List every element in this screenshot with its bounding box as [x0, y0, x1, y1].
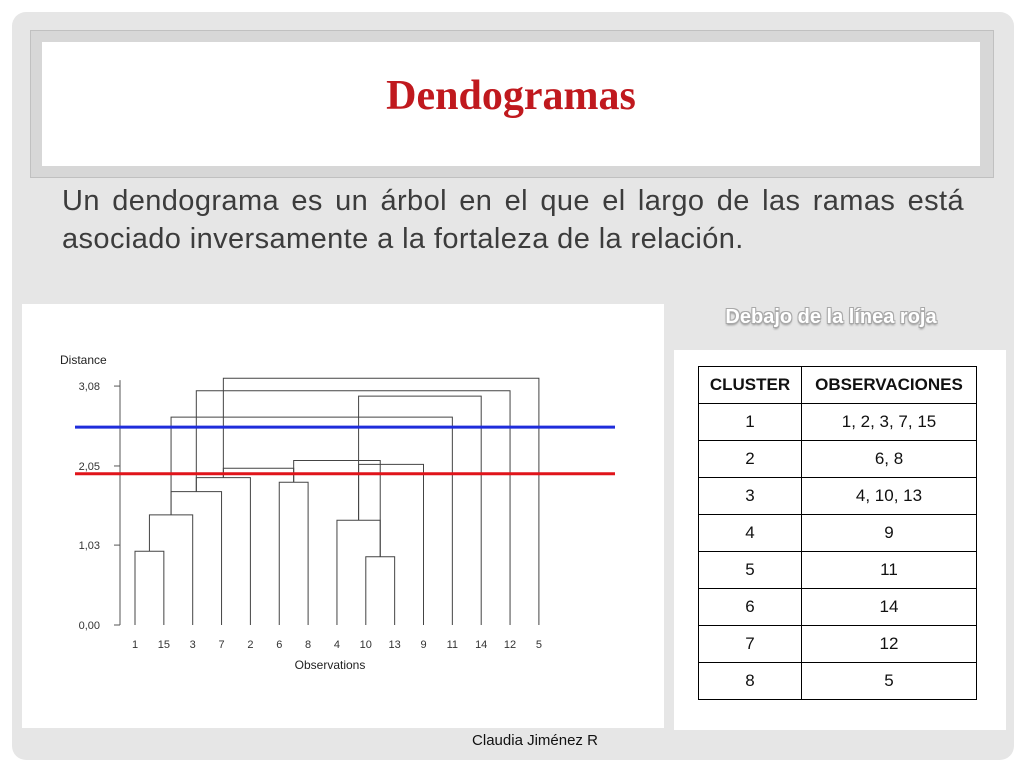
cluster-id: 1: [699, 404, 802, 441]
table-row: [699, 441, 977, 478]
cluster-observations: 12: [802, 626, 977, 663]
dendrogram-merge: [149, 515, 192, 625]
dendrogram-merge: [337, 520, 380, 625]
cluster-id: 5: [699, 552, 802, 589]
table-row: [699, 626, 977, 663]
dendrogram-merge: [223, 378, 539, 625]
dendrogram-merge: [223, 468, 293, 482]
leaf-label: 2: [247, 639, 254, 651]
leaf-label: 5: [535, 639, 542, 651]
leaf-label: 15: [157, 639, 170, 651]
table-row: [699, 589, 977, 626]
table-subtitle: Debajo de la línea roja: [725, 306, 937, 328]
cluster-id: 4: [699, 515, 802, 552]
dendrogram-merge: [359, 396, 482, 625]
cluster-observations: 1, 2, 3, 7, 15: [802, 404, 977, 441]
table-row: [699, 404, 977, 441]
cluster-id: 7: [699, 626, 802, 663]
leaf-label: 1: [131, 639, 139, 651]
dendrogram-merge: [135, 551, 164, 625]
table-row: [699, 515, 977, 552]
dendrogram-merge: [171, 417, 452, 625]
cluster-id: 6: [699, 589, 802, 626]
table-panel: [674, 350, 1006, 730]
cluster-observations: 14: [802, 589, 977, 626]
dendrogram-merge: [171, 492, 221, 625]
dendrogram-panel: [22, 304, 664, 728]
leaf-label: 9: [420, 639, 427, 651]
leaf-label: 11: [446, 639, 459, 651]
dendrogram-merge: [366, 557, 395, 625]
cluster-observations: 6, 8: [802, 441, 977, 478]
leaf-label: 14: [475, 639, 488, 651]
leaf-label: 13: [388, 639, 401, 651]
table-header-row: [699, 367, 977, 404]
dendrogram-merge: [279, 482, 308, 625]
dendrogram-merge: [359, 464, 424, 625]
cluster-observations: 4, 10, 13: [802, 478, 977, 515]
cluster-observations: 9: [802, 515, 977, 552]
table-row: [699, 552, 977, 589]
y-tick-label: 1,03: [78, 540, 100, 553]
dendrogram-chart: [22, 304, 664, 728]
leaf-label: 7: [218, 639, 225, 651]
leaf-label: 6: [276, 639, 283, 651]
x-axis-label: Observations: [294, 658, 366, 672]
leaf-label: 8: [305, 639, 312, 651]
header-observaciones: OBSERVACIONES: [802, 367, 977, 404]
y-tick-label: 0,00: [78, 620, 100, 632]
footer-author: Claudia Jiménez R: [472, 732, 598, 749]
dendrogram-merge: [196, 478, 250, 625]
leaf-label: 4: [333, 639, 341, 651]
table-row: [699, 478, 977, 515]
leaf-label: 3: [189, 639, 196, 651]
leaf-label: 10: [359, 639, 372, 651]
slide-title: Dendogramas: [386, 73, 636, 119]
cluster-observations: 11: [802, 552, 977, 589]
y-tick-label: 3,08: [78, 381, 100, 394]
cluster-id: 8: [699, 663, 802, 700]
intro-paragraph: Un dendograma es un árbol en el que el largo de las ramas está asociado inversamente a la fortaleza de la relación.: [62, 185, 964, 255]
cluster-observations: 5: [802, 663, 977, 700]
y-axis-label: Distance: [60, 353, 107, 367]
cluster-table: [698, 366, 977, 700]
cluster-id: 3: [699, 478, 802, 515]
cluster-id: 2: [699, 441, 802, 478]
table-row: [699, 663, 977, 700]
header-cluster: CLUSTER: [699, 367, 802, 404]
y-tick-label: 2,05: [78, 460, 100, 473]
leaf-label: 12: [503, 639, 517, 651]
